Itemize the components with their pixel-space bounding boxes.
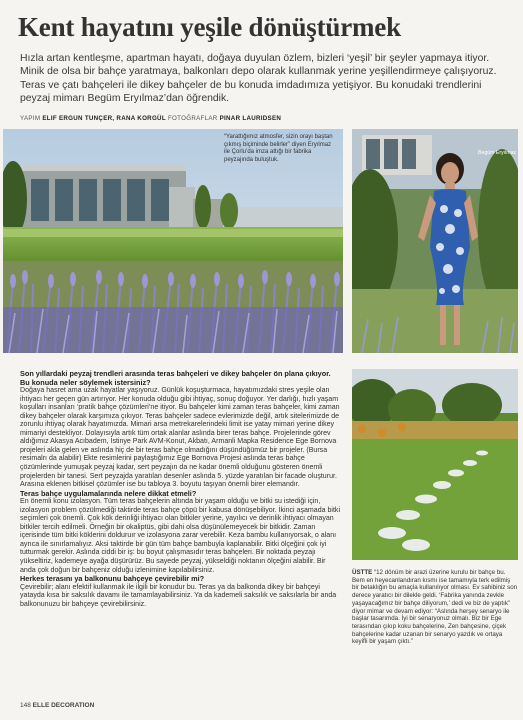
credits-photographer: PINAR LAURIDSEN xyxy=(219,115,282,122)
question-3: Herkes terasını ya balkonunu bahçeye çevirebilir mi? xyxy=(20,574,205,584)
garden-quote-caption xyxy=(224,134,336,164)
credits-photo-label: FOTOĞRAFLAR xyxy=(167,115,218,122)
path-photo-caption xyxy=(352,569,518,646)
magazine-name: ELLE DECORATION xyxy=(32,702,95,709)
article-body xyxy=(20,370,342,609)
article-lede: Hızla artan kentleşme, apartman hayatı, doğaya duyulan özlem, bizleri ‘yeşil’ bir şeyler yapmaya itiyor. Minik de olsa bir bahçe yaratmaya, balkonları depo olarak kullanmak yerine yeşillendirmeye çalışıyoruz. Teras ve çatı bahçeleri ile dikey bahçeler de bu konuda imdadımıza yetişiyor. Bu konudaki trendlerini peyzaj mimarı Begüm Eryılmaz’dan öğrendik. xyxy=(20,53,497,105)
credits-authors: ELIF ERGUN TUNÇER, RANA KORGÜL xyxy=(42,115,166,122)
answer-1: Doğaya hasret ama uzak hayatlar yaşıyoruz. Günlük koşuşturmaca, hayatımızdaki stres yeşile olan ihtiyacı her geçen gün artırıyor. Her konuda olduğu gibi ihtiyaç, sonuç doğuyor. Yer darlığı, hızlı yaşam koşulları insanları ‘pratik bahçe çözümleri’ne itiyor. Bu bahçeler kimi zaman teras bahçeler, kimi zaman dikey bahçeler olarak karşımıza çıkıyor. Teras bahçeler sadece evlerimizde değil, artık sitelerimizde de zorunlu ihtiyaç olarak hayatımızda. Mimari arsa metrekarelerindeki limit ise yatay mimari yerine dikey mimariyi destekliyor. Dolayısıyla artık tüm ortak alanlar aslında birer teras bahçe. Projelerinde görev aldığımız Akasya Acıbadem, İstinye Park AVM-Konut, Akbatı, Armanli Mapka Residence Ege Bornova projeleri akla gelen ve aslında hiç de bir teras bahçe olmadığını düşündüğümüz bir projeler. (Bursa resimalrı da alabilir) Ekte resimlerini paylaştığımız Ege Bornova Projesi aslında teras bahçe çözümlerinde yumuşak peyzaj kadar, sert peyzajın da ne kadar önemli olduğunu gösteren önemli projelerden bir tanesi. Sert peyzajda yaratılan desenler aslında 5. yüzde yaratılan bir facade oluşturur. Arasına eklenen bitkisel çözümler ise bu tabloya 3. boyutu taşıyan önemli birer elemandır. xyxy=(20,387,340,489)
article-title: Kent hayatını yeşile dönüştürmek xyxy=(18,12,401,42)
question-1: Son yıllardaki peyzaj trendleri arasında teras bahçeleri ve dikey bahçeler ön plana çıkıyor. Bu konuda neler söylemek istersiniz? xyxy=(20,369,331,387)
question-2: Teras bahçe uygulamalarında nelere dikkat etmeli? xyxy=(20,488,197,498)
page-folio xyxy=(20,702,94,709)
answer-2: En önemli konu izolasyon. Tüm teras bahçelerin altında bir yaşam olduğu ve bitki su istediği için, izolasyon problem çözülmediği taktirde teras bahçe çöpü bir kabusa dönüşebiliyor. İkinci aşamada bitki seçimleri çok önemli. Çok kök derinliği ihtiyacı olan bitkiler yerine, yayılıcı ve derinlik ihtiyacı olmayan bitkiler tercih edilmeli. Örneğin bir okaliptüs, gibi dahi olsa düşünülemeyecek bir bitkidir. Zaman içerisinde tüm bitki köklerini dolduruır ve izolasyona zarar verebilir. Keza bambu kullanıyorsak, o alanı ayrıca ile sınırlamalıyız. Aksi taktirde bir gün tüm bahçe bambuyla kaplanabilir. Bitki ölçeğini çok iyi tutturmak gerekir. Aslında ciddi bir iş: bu boyut çalışmasıdır teras bahçeleri. Bir noktada peyzajı yükseltiriz, kademeye ayağa düşürürüz. Bu sayede peyzaj, yükseldiği noktanın ölçeğini alabilir. Bir anda çok doğun bir bahçeniz olduğu izlenimine kapılabilirsiniz. xyxy=(20,498,341,574)
page-number: 148 xyxy=(20,702,31,709)
ustte-label: ÜSTTE xyxy=(352,569,373,576)
portrait-photo xyxy=(352,129,518,353)
portrait-illustration xyxy=(352,129,518,353)
article-credits xyxy=(20,115,281,122)
garden-quote-text: “Yarattığımız atmosfer, sizin orayı baştan çıkmış biçiminde belirler” diyen Eryılmaz ile Çorlu’da imza attığı bir fabrika peyzajında buluştuk. xyxy=(224,134,333,163)
path-photo xyxy=(352,369,518,560)
credits-by-label: YAPIM xyxy=(20,115,41,122)
portrait-name-caption: Begüm Eryılmaz xyxy=(478,150,517,156)
path-illustration xyxy=(352,369,518,560)
ustte-text: “12 dönüm bir arazi üzerine kurulu bir bahçe bu. Bem en heyecanlandıran kısmı ise tamamıyla terk edilmiş bir betaklığın bu amaçla kullanılıyor olması. Ev sahibiniz son derece yaratıcı bir dilekle geldi. ‘Fabrika yanında zevkle yaşayacağımız bir bahçe diliyorum,’ dedi ve biz de yaptık” diyor mimar ve devam ediyor: “Aslında herşey senaryo ile başlar tasarımda. İyi bir senaryonuz olmalı. Biz bir Ege terasından çıkıp koku bahçelerine, Zen bahçesine, çiçek bahçelerine kadar uzanan bir senaryo yazdık ve ortaya keyifli bir yaşam çıktı.” xyxy=(352,569,518,646)
answer-3: Çevirebilir; alanı efektif kullanmak ile ilgili bir konudur bu. Teras ya da balkonda dikey bir bahçeyi yatayda kısa bir saksılık davamı ile tamamlayabilirsiniz. Ya da kademeli saksılık ve saksılarla bir anda balkonunuzu bir bahçeye çevirebilirsiniz. xyxy=(20,583,337,608)
